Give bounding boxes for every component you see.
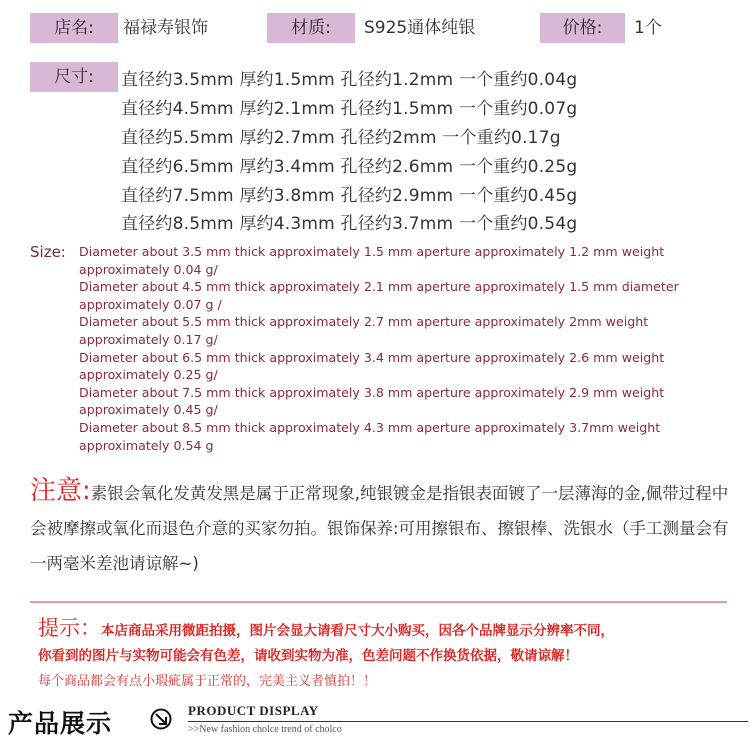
notice-head: 注意: — [30, 476, 91, 506]
size-en-line: approximately 0.04 g/ — [79, 261, 218, 277]
product-display-en-sub: >>New fashion cholce trend of cholco — [188, 724, 342, 735]
store-label: 店名: — [30, 13, 118, 43]
size-line-4: 直径约6.5mm 厚约3.4mm 孔径约2.6mm 一个重约0.25g — [121, 157, 578, 177]
size-en-line: approximately 0.07 g / — [79, 296, 222, 312]
tip-line-3: 每个商品都会有点小瑕疵属于正常的，完美主义者慎拍！！ — [38, 674, 377, 689]
price-value: 1个 — [634, 18, 662, 38]
size-line-2: 直径约4.5mm 厚约2.1mm 孔径约1.5mm 一个重约0.07g — [121, 99, 578, 119]
size-en-line: Diameter about 7.5 mm thick approximately 3.8 mm aperture approximately 2.9 mm weight — [79, 384, 665, 400]
arrow-circle-icon — [150, 708, 172, 730]
product-display-rule — [188, 721, 748, 722]
divider-line — [30, 601, 727, 603]
size-en-line: Diameter about 4.5 mm thick approximately 2.1 mm aperture approximately 1.5 mm diameter — [79, 279, 679, 295]
product-display-en-title: PRODUCT DISPLAY — [188, 703, 319, 718]
size-line-3: 直径约5.5mm 厚约2.7mm 孔径约2mm 一个重约0.17g — [121, 128, 561, 148]
price-label: 价格: — [540, 13, 625, 43]
size-line-1: 直径约3.5mm 厚约1.5mm 孔径约1.2mm 一个重约0.04g — [121, 70, 578, 90]
size-en-line: Diameter about 8.5 mm thick approximately 4.3 mm aperture approximately 3.7mm weight — [79, 419, 661, 435]
size-en-label: Size: — [30, 243, 66, 261]
tip-line-1: 本店商品采用微距拍摄，图片会显大请看尺寸大小购买，因各个品牌显示分辨率不同， — [101, 623, 614, 639]
size-en-block — [79, 243, 739, 454]
store-value: 福禄寿银饰 — [123, 18, 208, 38]
size-en-line: approximately 0.25 g/ — [79, 367, 218, 383]
size-line-5: 直径约7.5mm 厚约3.8mm 孔径约2.9mm 一个重约0.45g — [121, 186, 578, 206]
tip-head: 提示： — [38, 616, 101, 640]
tip-block — [38, 616, 738, 694]
product-display-header — [8, 702, 748, 742]
material-value: S925通体纯银 — [364, 18, 476, 38]
size-en-line: Diameter about 6.5 mm thick approximately 3.4 mm aperture approximately 2.6 mm weight — [79, 349, 665, 365]
size-en-line: Diameter about 3.5 mm thick approximately 1.5 mm aperture approximately 1.2 mm weight — [79, 244, 665, 259]
size-label: 尺寸: — [30, 62, 118, 92]
product-display-title: 产品展示 — [8, 709, 113, 738]
tip-line-2: 你看到的图片与实物可能会有色差，请收到实物为准，色差问题不作换货依据，敬请谅解！ — [38, 648, 578, 664]
size-en-line: Diameter about 5.5 mm thick approximately 2.7 mm aperture approximately 2mm weight — [79, 314, 649, 330]
size-en-line: approximately 0.17 g/ — [79, 331, 218, 347]
size-line-6: 直径约8.5mm 厚约4.3mm 孔径约3.7mm 一个重约0.54g — [121, 214, 578, 234]
notice-paragraph — [30, 474, 740, 581]
notice-text: 素银会氧化发黄发黑是属于正常现象,纯银镀金是指银表面镀了一层薄海的金,佩带过程中会被摩擦或氧化而退色介意的买家勿拍。银饰保养:可用擦银布、擦银棒、洗银水（手工测量会有一两毫米差池请谅解~) — [30, 484, 729, 573]
size-en-line: approximately 0.45 g/ — [79, 402, 218, 418]
material-label: 材质: — [267, 13, 355, 43]
size-en-line: approximately 0.54 g — [79, 437, 214, 453]
